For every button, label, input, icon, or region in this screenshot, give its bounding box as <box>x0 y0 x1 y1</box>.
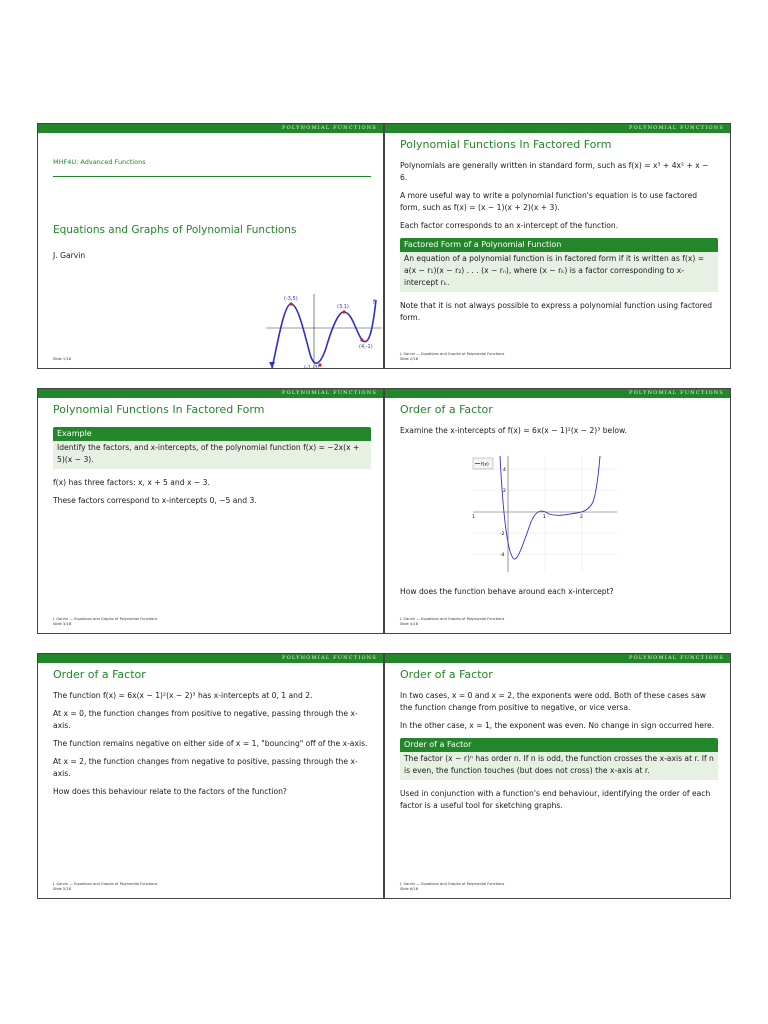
definition-block <box>400 738 718 780</box>
header-bar <box>385 389 730 398</box>
paragraph: The function f(x) = 6x(x − 1)²(x − 2)³ has x-intercepts at 0, 1 and 2. <box>53 691 313 700</box>
slide-footer <box>53 617 157 627</box>
function-curve <box>500 456 600 559</box>
y-tick: 4 <box>503 468 506 473</box>
slide-footer <box>400 882 504 892</box>
block-body: Identify the factors, and x-intercepts, of the polynomial function f(x) = −2x(x + 5)(x − 3). <box>53 441 371 469</box>
header-label: POLYNOMIAL FUNCTIONS <box>282 125 377 131</box>
slide-1 <box>37 123 384 369</box>
slide-title: Order of a Factor <box>400 668 493 681</box>
author: J. Garvin <box>53 251 86 260</box>
header-label: POLYNOMIAL FUNCTIONS <box>629 125 724 131</box>
header-label: POLYNOMIAL FUNCTIONS <box>629 655 724 661</box>
header-bar <box>385 124 730 133</box>
slide-body <box>53 425 371 513</box>
polynomial-curve <box>272 300 376 368</box>
course-name: MHF4U: Advanced Functions <box>53 158 146 166</box>
slide-number: Slide 4/18 <box>400 622 418 626</box>
slide-body <box>400 425 718 443</box>
paragraph: Used in conjunction with a function's end behaviour, identifying the order of each factor is a useful tool for sketching graphs. <box>400 789 711 810</box>
slide-3 <box>37 388 384 634</box>
header-bar <box>38 654 383 663</box>
gridlines <box>473 456 617 572</box>
graph-label: (3,1) <box>337 304 349 310</box>
graph-label: (-1,-3) <box>304 365 320 370</box>
function-graph <box>469 454 619 574</box>
slide-question <box>400 586 718 604</box>
footer-text: J. Garvin — Equations and Graphs of Polynomial Functions <box>53 882 158 886</box>
paragraph: How does this behaviour relate to the factors of the function? <box>53 787 287 796</box>
slide-footer <box>53 882 157 892</box>
slide-number: Slide 2/18 <box>400 357 418 361</box>
slide-title: Polynomial Functions In Factored Form <box>53 403 265 416</box>
slide-number: Slide 1/18 <box>53 357 71 361</box>
arrow-down-icon <box>269 362 275 368</box>
slide-number: Slide 5/18 <box>53 887 71 891</box>
paragraph: Note that it is not always possible to express a polynomial function using factored form. <box>400 301 713 322</box>
slide-body <box>400 690 718 818</box>
point-marker <box>342 310 345 313</box>
paragraph: These factors correspond to x-intercepts 0, −5 and 3. <box>53 496 257 505</box>
paragraph: A more useful way to write a polynomial function's equation is to use factored form, such as f(x) = (x − 1)(x + 2)(x + 3). <box>400 191 698 212</box>
slide-body <box>53 690 371 804</box>
x-tick: 1 <box>472 515 475 520</box>
graph-label: (4,-1) <box>359 344 373 350</box>
block-body: An equation of a polynomial function is in factored form if it is written as f(x) = a(x − r₁)(x − r₂) . . . (x − rₙ), where (x − rₖ) is a factor corresponding to x-intercept rₖ. <box>400 252 718 292</box>
x-tick: 1 <box>543 515 546 520</box>
footer-text: J. Garvin — Equations and Graphs of Polynomial Functions <box>400 352 505 356</box>
paragraph: The function remains negative on either side of x = 1, "bouncing" off of the x-axis. <box>53 739 368 748</box>
block-title: Example <box>53 427 371 441</box>
y-tick: 2 <box>503 489 506 494</box>
slide-2 <box>384 123 731 369</box>
definition-block <box>400 238 718 292</box>
x-tick: 2 <box>580 515 583 520</box>
paragraph: Polynomials are generally written in standard form, such as f(x) = x³ + 4x² + x − 6. <box>400 161 709 182</box>
slide-title: Order of a Factor <box>400 403 493 416</box>
footer-text: J. Garvin — Equations and Graphs of Polynomial Functions <box>53 617 158 621</box>
paragraph: Each factor corresponds to an x-intercept of the function. <box>400 221 619 230</box>
slide-5 <box>37 653 384 899</box>
title-divider <box>53 176 371 177</box>
slide-6 <box>384 653 731 899</box>
example-block <box>53 427 371 469</box>
y-tick: -2 <box>500 532 505 537</box>
slide-title: Polynomial Functions In Factored Form <box>400 138 612 151</box>
paragraph: Examine the x-intercepts of f(x) = 6x(x − 1)²(x − 2)³ below. <box>400 426 627 435</box>
header-bar <box>38 389 383 398</box>
legend-label: f(x) <box>481 462 489 468</box>
slide-4 <box>384 388 731 634</box>
presentation-title: Equations and Graphs of Polynomial Functions <box>53 224 297 236</box>
paragraph: At x = 0, the function changes from positive to negative, passing through the x-axis. <box>53 709 358 730</box>
graph-label: f <box>373 299 376 306</box>
paragraph: In the other case, x = 1, the exponent was even. No change in sign occurred here. <box>400 721 715 730</box>
slide-footer <box>400 352 504 362</box>
point-marker <box>360 338 363 341</box>
graph-label: (-3,5) <box>284 296 298 302</box>
header-bar <box>385 654 730 663</box>
block-title: Factored Form of a Polynomial Function <box>400 238 718 252</box>
paragraph: In two cases, x = 0 and x = 2, the exponents were odd. Both of these cases saw the function change from positive to negative, or vice versa. <box>400 691 706 712</box>
header-label: POLYNOMIAL FUNCTIONS <box>282 655 377 661</box>
slide-footer <box>400 617 504 627</box>
y-tick: -4 <box>500 553 505 558</box>
slide-number: Slide 3/18 <box>53 622 71 626</box>
paragraph: At x = 2, the function changes from negative to positive, passing through the x-axis. <box>53 757 358 778</box>
title-graph <box>264 292 384 369</box>
slide-title: Order of a Factor <box>53 668 146 681</box>
paragraph: How does the function behave around each x-intercept? <box>400 587 614 596</box>
block-body: The factor (x − r)ⁿ has order n. If n is odd, the function crosses the x-axis at r. If n is even, the function touches (but does not cross) the x-axis at r. <box>400 752 718 780</box>
slide-number: Slide 6/18 <box>400 887 418 891</box>
point-marker <box>289 302 292 305</box>
footer-text: J. Garvin — Equations and Graphs of Polynomial Functions <box>400 882 505 886</box>
footer-text: J. Garvin — Equations and Graphs of Polynomial Functions <box>400 617 505 621</box>
slide-body <box>400 160 718 330</box>
paragraph: f(x) has three factors: x, x + 5 and x − 3. <box>53 478 210 487</box>
header-label: POLYNOMIAL FUNCTIONS <box>282 390 377 396</box>
block-title: Order of a Factor <box>400 738 718 752</box>
header-bar <box>38 124 383 133</box>
header-label: POLYNOMIAL FUNCTIONS <box>629 390 724 396</box>
